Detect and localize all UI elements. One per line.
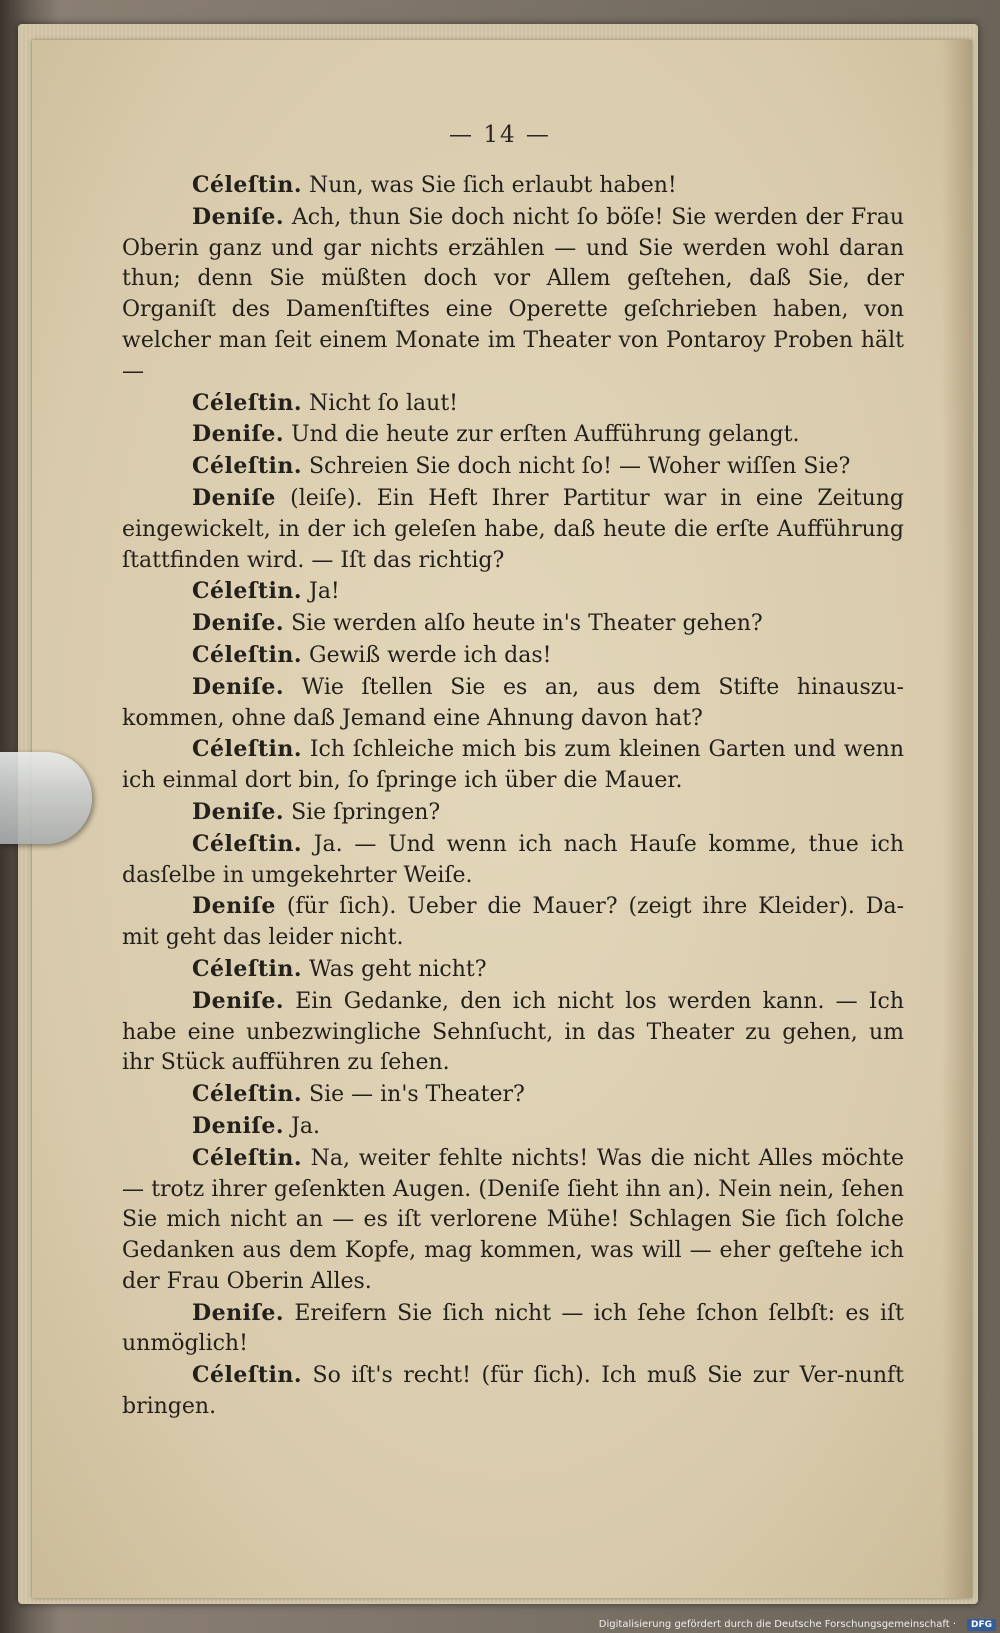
speech-text: So iſt's recht! (für ſich). Ich muß Sie zur Ver-nunft bringen. [122,1363,904,1420]
dialogue-paragraph [122,797,904,829]
speaker-name: Céleſtin. [192,1081,302,1108]
page-gutter-shadow [942,40,972,1598]
speech-text: (für ſich). Ueber die Mauer? (zeigt ihre Kleider). Da-mit geht das leider nicht. [122,894,905,951]
dialogue-paragraph [122,576,904,608]
speech-text: Gewiß werde ich das! [309,642,552,668]
dialogue-paragraph [122,1298,904,1361]
dialogue-paragraph [122,608,904,640]
speech-text: Ja! [309,579,340,605]
speech-text: Was geht nicht? [309,956,487,982]
speech-text: Sie werden alſo heute in's Theater gehen? [291,611,763,637]
speech-text: Nicht ſo laut! [309,390,458,416]
dialogue-text [122,170,904,1423]
speech-text: Ja. [291,1113,320,1139]
dialogue-paragraph [122,1079,904,1111]
speaker-name: Céleſtin. [192,389,302,416]
speaker-name: Céleſtin. [192,830,302,857]
dialogue-paragraph [122,829,904,892]
speaker-name: Deniſe. [192,1112,285,1139]
speech-text: Na, weiter fehlte nichts! Was die nicht Alles möchte — trotz ihrer geſenkten Augen. (Deniſe ſieht ihn an). Nein nein, ſehen Sie mich nicht an — es iſt verlorene Mühe! Schlagen Sie ſich ſolche Gedanken aus dem Kopfe, mag kommen, was will — eher geſtehe ich der Frau Oberin Alles. [122,1145,904,1294]
speaker-name: Céleſtin. [192,736,302,763]
speech-text: Sie ſpringen? [291,799,441,825]
speaker-name: Céleſtin. [192,1144,302,1171]
speech-text: Wie ſtellen Sie es an, aus dem Stifte hinauszu-kommen, ohne daß Jemand eine Ahnung davon hat? [122,674,904,731]
speech-text: (leiſe). Ein Heft Ihrer Partitur war in eine Zeitung eingewickelt, in der ich geleſen habe, daß heute die erſte Aufführung ſtattfinden wird. — Iſt das richtig? [122,485,904,573]
speaker-name: Céleſtin. [192,641,302,668]
page-holder-clip [0,752,92,844]
dialogue-paragraph [122,483,904,576]
speech-text: Ach, thun Sie doch nicht ſo böſe! Sie werden der Frau Oberin ganz und gar nichts erzählen — und Sie werden wohl daran thun; denn Sie müßten doch vor Allem geſtehen, daß Sie, der Organiſt des Damenſtiftes eine Operette geſchrieben haben, von welcher man ſeit einem Monate im Theater von Pontaroy Proben hält — [122,204,904,384]
speaker-name: Céleſtin. [192,172,302,198]
speaker-name: Deniſe. [192,1299,285,1326]
speech-text: Ereifern Sie ſich nicht — ich ſehe ſchon ſelbſt: es iſt unmöglich! [122,1300,904,1357]
speech-text: Schreien Sie doch nicht ſo! — Woher wiſſen Sie? [309,454,851,480]
dialogue-paragraph [122,640,904,672]
dialogue-paragraph [122,954,904,986]
dialogue-paragraph [122,202,904,388]
dialogue-paragraph [122,388,904,420]
dialogue-paragraph [122,1360,904,1423]
dialogue-paragraph [122,451,904,483]
speech-text: Ein Gedanke, den ich nicht los werden kann. — Ich habe eine unbezwingliche Sehnſucht, in das Theater zu gehen, um ihr Stück aufführen zu ſehen. [122,988,904,1076]
dialogue-paragraph [122,1143,904,1298]
dialogue-paragraph [122,986,904,1079]
speaker-name: Deniſe [192,893,276,920]
footer-credit: Digitalisierung gefördert durch die Deutsche Forschungsgemeinschaft · [598,1619,956,1630]
dialogue-paragraph [122,1111,904,1143]
page-number: — 14 — [449,122,551,148]
dialogue-paragraph [122,419,904,451]
speaker-name: Céleſtin. [192,578,302,605]
speaker-name: Deniſe [192,484,276,511]
speaker-name: Deniſe. [192,798,285,825]
dialogue-paragraph [122,672,904,735]
speech-text: Nun, was Sie ſich erlaubt haben! [309,173,677,198]
dialogue-paragraph [122,170,904,202]
speaker-name: Deniſe. [192,610,285,637]
speech-text: Ich ſchleiche mich bis zum kleinen Garten und wenn ich einmal dort bin, ſo ſpringe ich über die Mauer. [122,737,904,794]
speech-text: Sie — in's Theater? [309,1082,525,1108]
dialogue-paragraph [122,891,904,954]
dfg-logo: DFG [967,1619,996,1631]
speaker-name: Céleſtin. [192,1362,302,1389]
speaker-name: Deniſe. [192,673,285,700]
speaker-name: Céleſtin. [192,955,302,982]
speaker-name: Deniſe. [192,987,285,1014]
speaker-name: Céleſtin. [192,453,302,480]
speaker-name: Deniſe. [192,203,285,230]
dialogue-paragraph [122,734,904,797]
speech-text: Ja. — Und wenn ich nach Hauſe komme, thue ich dasſelbe in umgekehrter Weiſe. [122,831,904,888]
speaker-name: Deniſe. [192,421,285,448]
speech-text: Und die heute zur erſten Aufführung gelangt. [291,422,800,448]
